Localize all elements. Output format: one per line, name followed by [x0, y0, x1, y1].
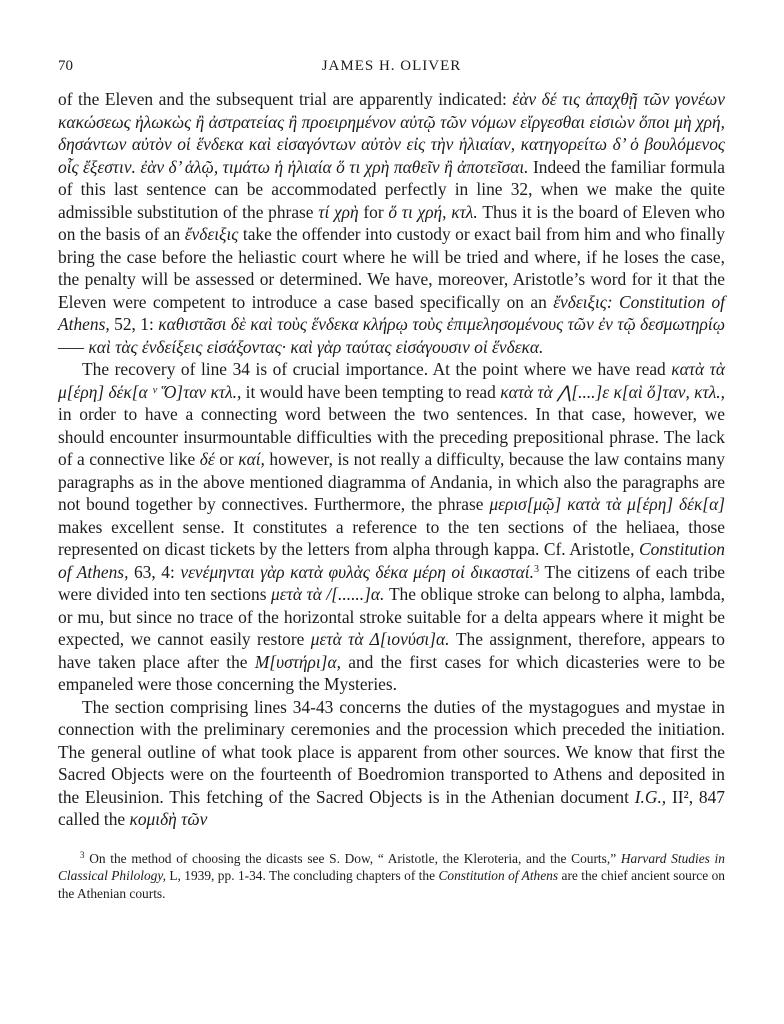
- text-run: On the method of choosing the dicasts see S. Dow, “ Aristotle, the Kleroteria, and the Courts,”: [89, 850, 617, 866]
- footnote-marker: 3: [80, 849, 85, 860]
- greek-phrase: κομιδὴ τῶν: [129, 809, 208, 829]
- greek-phrase: μετὰ τὰ Δ[ιονύσι]α.: [310, 629, 450, 649]
- greek-phrase: κατὰ τὰ ⋀[....]ε κ[αὶ ὅ]ταν, κτλ.,: [500, 381, 725, 402]
- text-run: 52, 1:: [114, 314, 154, 334]
- text-run: The section comprising lines 34-43 concerns the duties of the mystagogues and mystae in connection with the preliminary ceremonies and the procession which preceded the initiation. The general outline of what took place is apparent from other sources. We know that first the Sacred Objects were on the fourteenth of Boedromion transported to Athens and deposited in the Eleusinion. This fetching of the Sacred Objects is in the Athenian document: [58, 696, 725, 807]
- work-title: Constitution of Athens,: [58, 291, 725, 334]
- text-run: The oblique stroke can belong to alpha, lambda, or mu, but since no trace of the horizontal stroke suitable for a delta appears where it might be expected, we cannot easily restore: [58, 584, 726, 649]
- text-run: 63, 4:: [133, 561, 175, 582]
- body-text: [58, 88, 725, 831]
- paragraph-1: [58, 88, 725, 358]
- page-header: [58, 58, 725, 80]
- paragraph-2: [58, 358, 725, 696]
- text-run: The assignment, therefore, appears to have taken place after the: [58, 629, 725, 672]
- paragraph-3: [58, 696, 725, 831]
- text-run: L, 1939, pp. 1-34. The concluding chapters of the: [169, 868, 436, 883]
- text-run: are the chief ancient source on the Athenian courts.: [58, 868, 725, 901]
- greek-phrase: κατὰ τὰ μ[έρη] δέκ[α ᵛ Ὅ]ταν κτλ.,: [58, 359, 725, 402]
- greek-phrase: τί χρὴ: [318, 201, 359, 222]
- text-run: of the Eleven and the subsequent trial are apparently indicated:: [58, 89, 507, 109]
- text-run: for: [363, 201, 384, 222]
- work-title: I.G.,: [634, 786, 667, 807]
- page-number: 70: [58, 58, 73, 74]
- greek-phrase: δέ: [199, 449, 215, 469]
- work-title: Constitution of Athens: [438, 868, 559, 883]
- text-run: in order to have a connecting word between the two sentences. In that case, however, we should encounter insurmountable difficulties with the preceding prepositional phrase. The lack of a connective like: [58, 404, 725, 469]
- greek-phrase: ἔνδειξις: [184, 224, 239, 244]
- text-run: take the offender into custody or exact bail from him and who finally bring the case before the heliastic court where he will be tried and where, if he loses the case, the penalty will be assessed or determined. We have, moreover, Aristotle’s word for it that the Eleven were competent to introduce a case based specifically on an: [58, 224, 725, 312]
- text-run: and the first cases for which dicasteries were to be empaneled were those concerning the Mysteries.: [58, 651, 725, 694]
- text-run: The citizens of each tribe were divided into ten sections: [58, 561, 726, 604]
- text-run: Thus it is the board of Eleven who on the basis of an: [58, 201, 725, 244]
- text-run: however, is not really a difficulty, because the law contains many paragraphs as in the above mentioned diagramma of Andania, in which also the paragraphs are not bound together by connectives. Furthermore, the phrase: [58, 449, 725, 514]
- work-title: Constitution of Athens,: [58, 539, 725, 582]
- greek-phrase: ἔνδειξις:: [553, 291, 613, 312]
- greek-phrase: μετὰ τὰ /[......]α.: [271, 584, 385, 604]
- text-run: makes excellent sense. It constitutes a reference to the ten sections of the heliaea, those represented on dicast tickets by the letters from alpha through kappa. Cf. Aristotle,: [58, 516, 725, 559]
- greek-quotation: καθιστᾶσι δὲ καὶ τοὺς ἕνδεκα κλήρῳ τοὺς ἐπιμελησομένους τῶν ἐν τῷ δεσμωτηρίῳ ––– καὶ τὰς ἐνδείξεις εἰσάξοντας· καὶ γὰρ ταύτας εἰσάγουσιν οἱ ἕνδεκα.: [58, 314, 725, 357]
- text-run: II², 847 called the: [58, 786, 725, 829]
- greek-phrase: ὅ τι χρή, κτλ.: [388, 201, 478, 222]
- greek-phrase: μερισ[μῷ] κατὰ τὰ μ[έρη] δέκ[α]: [489, 494, 725, 514]
- text-run: it would have been tempting to read: [245, 381, 496, 402]
- greek-phrase: καί,: [238, 449, 265, 469]
- greek-phrase: Μ[υστήρι]α,: [254, 651, 341, 672]
- footnote-reference[interactable]: 3: [533, 563, 539, 575]
- text-run: The recovery of line 34 is of crucial importance. At the point where we have read: [82, 359, 666, 379]
- page: [58, 58, 725, 902]
- text-run: or: [219, 449, 234, 469]
- running-head: JAMES H. OLIVER: [321, 58, 462, 74]
- journal-title: Harvard Studies in Classical Philology,: [58, 850, 725, 883]
- text-run: Indeed the familiar formula of this last sentence can be accommodated perfectly in line 32, when we make the quite admissible substitution of the phrase: [58, 156, 725, 222]
- footnote: [58, 850, 725, 903]
- greek-quotation: νενέμηνται γὰρ κατὰ φυλὰς δέκα μέρη οἱ δικασταί.: [180, 561, 534, 582]
- greek-quotation: ἐὰν δέ τις ἀπαχθῇ τῶν γονέων κακώσεως ἠλωκὼς ἢ ἀστρατείας ἢ προειρημένον αὐτῷ τῶν νόμων εἴργεσθαι εἰσιὼν ὅποι μὴ χρή, δησάντων αὐτὸν οἱ ἕνδεκα καὶ εἰσαγόντων αὐτὸν εἰς τὴν ἡλιαίαν, κατηγορείτω δ’ ὁ βουλόμενος οἷς ἔξεστιν. ἐὰν δ’ ἁλῷ, τιμάτω ἡ ἡλιαία ὅ τι χρὴ παθεῖν ἢ ἀποτεῖσαι.: [58, 89, 725, 177]
